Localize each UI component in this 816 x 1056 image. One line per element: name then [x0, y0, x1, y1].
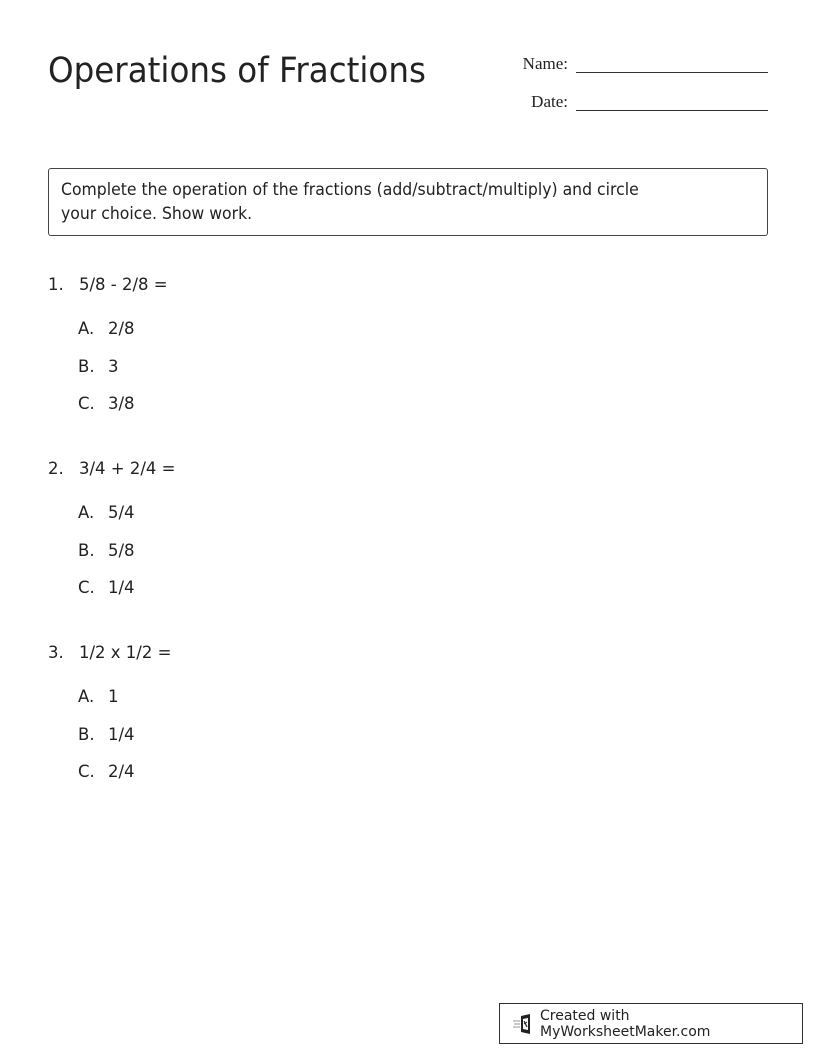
option-text: 1/4 — [108, 724, 135, 744]
option-text: 5/8 — [108, 540, 135, 560]
question-1 — [48, 273, 168, 430]
option-b — [78, 355, 168, 379]
date-field — [508, 92, 768, 112]
option-c — [78, 576, 176, 600]
name-field — [508, 54, 768, 74]
worksheet-logo-icon — [512, 1013, 534, 1035]
option-c — [78, 392, 168, 416]
question-prompt: 5/8 - 2/8 = — [79, 275, 168, 294]
option-text: 3/8 — [108, 394, 135, 413]
question-prompt: 3/4 + 2/4 = — [79, 459, 176, 478]
answer-options — [78, 685, 171, 784]
option-letter: A. — [78, 319, 95, 338]
option-letter: B. — [78, 540, 95, 560]
option-a — [78, 317, 168, 341]
option-a — [78, 685, 171, 709]
instructions-box — [48, 168, 768, 236]
option-text: 5/4 — [108, 503, 135, 522]
name-blank-line — [576, 72, 768, 73]
footer-text: Created with MyWorksheetMaker.com — [540, 1007, 711, 1040]
question-number: 1. — [48, 275, 64, 294]
instructions-line-2: your choice. Show work. — [61, 204, 253, 223]
option-text: 1/4 — [108, 578, 135, 597]
option-letter: B. — [78, 724, 95, 744]
option-letter: C. — [78, 394, 95, 413]
option-letter: C. — [78, 578, 95, 597]
option-text: 2/8 — [108, 319, 135, 338]
option-letter: A. — [78, 687, 95, 706]
answer-options — [78, 317, 168, 416]
option-b — [78, 539, 176, 563]
footer-credit[interactable] — [499, 1003, 803, 1044]
option-c — [78, 760, 171, 784]
question-number: 3. — [48, 643, 64, 662]
option-text: 3 — [108, 356, 119, 376]
option-a — [78, 501, 176, 525]
page-title: Operations of Fractions — [48, 51, 426, 91]
question-number: 2. — [48, 459, 64, 478]
instructions-line-1: Complete the operation of the fractions (add/subtract/multiply) and circle — [61, 180, 639, 199]
question-prompt: 1/2 x 1/2 = — [79, 643, 172, 662]
option-letter: A. — [78, 503, 95, 522]
question-3 — [48, 641, 171, 798]
option-letter: B. — [78, 356, 95, 376]
option-letter: C. — [78, 762, 95, 781]
option-b — [78, 723, 171, 747]
date-label: Date: — [531, 92, 568, 111]
option-text: 2/4 — [108, 762, 135, 781]
name-label: Name: — [522, 54, 568, 73]
answer-options — [78, 501, 176, 600]
date-blank-line — [576, 110, 768, 111]
question-2 — [48, 457, 176, 614]
option-text: 1 — [108, 687, 119, 706]
